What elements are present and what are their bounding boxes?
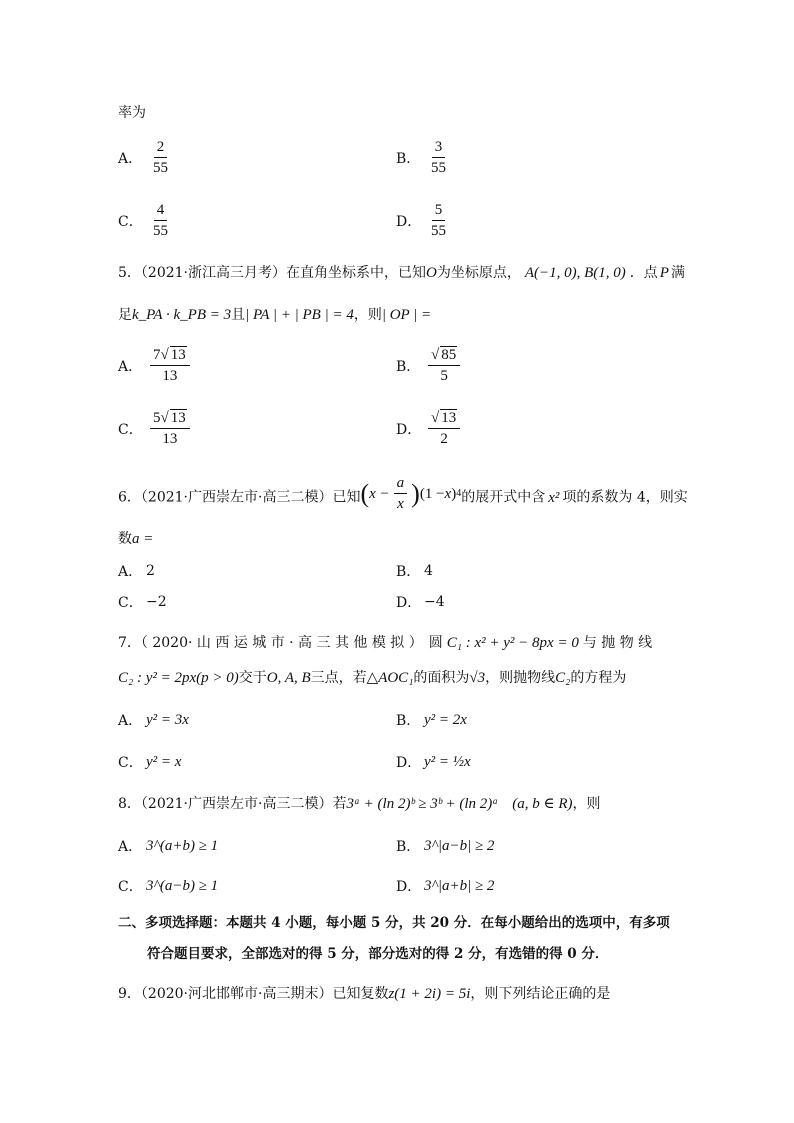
option-label: D． (396, 879, 422, 895)
stem-text: 足 (118, 307, 132, 323)
question-number: 9． (118, 986, 141, 1002)
q4-option-d[interactable] (396, 201, 453, 240)
q4-tail (118, 103, 146, 123)
math-inline: O, A, B (266, 670, 311, 686)
binomial-expression: ( x − $\frac{a}{x}$ ) (1 − x ) 4 (360, 475, 462, 512)
fraction: $\frac{3}{55}$ (431, 139, 446, 176)
option-label: C． (118, 213, 143, 230)
math-inline: x² (548, 489, 560, 506)
q4-tail-text: 率为 (118, 105, 146, 121)
q7-option-b[interactable] (396, 710, 467, 730)
stem-text: ，则 (572, 796, 601, 812)
option-label: D． (396, 595, 422, 611)
option-label: A． (118, 358, 143, 375)
stem-text: 已知 (332, 489, 361, 506)
option-value: −4 (424, 594, 445, 610)
math-inline: 3ᵃ + (ln 2)ᵇ ≥ 3ᵇ + (ln 2)ᵃ (346, 796, 499, 812)
q7-option-d[interactable] (396, 752, 471, 772)
q7-stem-line1 (118, 633, 652, 653)
stem-text: 且 (231, 307, 246, 323)
q4-option-a[interactable] (118, 138, 175, 177)
fraction: $\frac{5}{55}$ (431, 202, 446, 239)
math-inline: z(1 + 2i) = 5i (388, 986, 471, 1002)
question-number: 7． (118, 635, 141, 651)
q6-option-a[interactable] (118, 561, 155, 581)
option-value: 3^|a+b| ≥ 2 (424, 877, 495, 894)
q6-stem-line2 (118, 529, 153, 549)
stem-text: ，则下列结论正确的是 (470, 986, 611, 1002)
q6-option-c[interactable] (118, 592, 167, 612)
q9-stem (118, 984, 610, 1004)
option-label: A． (118, 713, 143, 729)
option-value: 3^(a−b) ≥ 1 (146, 877, 219, 894)
fraction: $\frac{√ 85}{5}$ (428, 346, 460, 385)
q7-stem-line2 (118, 668, 626, 688)
stem-text: 数 (118, 531, 132, 547)
stem-text: 项的系数为 4，则实 (562, 489, 688, 506)
q5-option-a[interactable] (118, 346, 194, 385)
option-value: 3^|a−b| ≥ 2 (424, 837, 495, 854)
fraction: $\frac{2}{55}$ (153, 139, 168, 176)
q5-option-d[interactable] (396, 409, 464, 448)
q8-stem (118, 794, 601, 814)
option-label: B． (396, 713, 421, 729)
stem-text: 三点，若 (310, 670, 367, 686)
math-inline: a = (132, 531, 154, 547)
stem-text: 为坐标原点， (436, 265, 521, 281)
stem-text: 在直角坐标系中，已知 (286, 265, 427, 281)
option-label: C． (118, 879, 143, 895)
option-label: A． (118, 150, 143, 167)
option-label: C． (118, 421, 143, 438)
option-value: y² = 3x (146, 711, 189, 728)
q5-option-b[interactable] (396, 346, 464, 385)
option-label: D． (396, 213, 422, 230)
option-value: y² = 2x (424, 711, 467, 728)
math-inline: C₂ : y² = 2px(p > 0) (118, 670, 239, 686)
option-label: C． (118, 595, 143, 611)
q7-option-c[interactable] (118, 752, 181, 772)
q4-option-b[interactable] (396, 138, 453, 177)
stem-text: 圆 (428, 635, 443, 651)
q8-option-a[interactable] (118, 836, 218, 856)
question-source: （2021·广西崇左市·高三二模） (140, 796, 333, 812)
question-source: （ 2020· 山 西 运 城 市 · 高 三 其 他 模 拟 ） (140, 635, 423, 651)
q8-option-b[interactable] (396, 836, 494, 856)
question-number: 8． (118, 796, 141, 812)
q8-option-c[interactable] (118, 876, 218, 896)
q5-option-c[interactable] (118, 409, 194, 448)
fraction: $\frac{7√ 13}{13}$ (150, 346, 190, 385)
option-label: A． (118, 839, 143, 855)
stem-text: 已知复数 (332, 986, 389, 1002)
option-label: A． (118, 564, 143, 580)
stem-text: 交于 (238, 670, 267, 686)
q4-option-c[interactable] (118, 201, 175, 240)
q7-option-a[interactable] (118, 710, 189, 730)
stem-text: 的方程为 (570, 670, 627, 686)
question-number: 6． (118, 489, 141, 506)
math-inline: √3 (469, 670, 486, 686)
question-source: （2020·河北邯郸市·高三期末） (140, 986, 333, 1002)
stem-text: 的面积为 (413, 670, 470, 686)
section-instructions: 符合题目要求，全部选对的得 5 分，部分选对的得 2 分，有选错的得 0 分． (147, 946, 609, 962)
section-heading: 二、多项选择题：本题共 4 小题，每小题 5 分，共 20 分．在每小题给出的选项中，有多项 (118, 915, 670, 931)
q6-stem-line1 (118, 474, 688, 510)
question-number: 5． (118, 265, 141, 281)
math-inline: k_PA · k_PB = 3 (132, 307, 232, 323)
option-label: D． (396, 755, 422, 771)
stem-text: ．点 (629, 265, 658, 281)
math-inline: C₂ (555, 670, 571, 686)
option-value: 3^(a+b) ≥ 1 (146, 837, 219, 854)
option-value: y² = x (146, 753, 182, 770)
option-label: D． (396, 421, 422, 438)
math-inline: O (426, 265, 437, 281)
option-value: 2 (146, 563, 155, 579)
option-label: B． (396, 564, 421, 580)
math-inline: C₁ : x² + y² − 8px = 0 (446, 635, 579, 651)
q6-option-d[interactable] (396, 592, 445, 612)
fraction: $\frac{√ 13}{2}$ (428, 409, 460, 448)
option-label: B． (396, 150, 421, 167)
question-source: （2021·广西崇左市·高三二模） (140, 489, 333, 506)
stem-text: ，则 (353, 307, 382, 323)
math-inline: | OP | = (381, 307, 432, 323)
option-label: B． (396, 839, 421, 855)
math-inline: | PA | + | PB | = 4 (245, 307, 354, 323)
q8-option-d[interactable] (396, 876, 494, 896)
q5-stem-line1 (118, 263, 685, 283)
stem-text: ，则抛物线 (485, 670, 556, 686)
q6-option-b[interactable] (396, 561, 433, 581)
option-value: −2 (146, 594, 167, 610)
option-value: 4 (424, 563, 433, 579)
math-inline: A(−1, 0), B(1, 0) (524, 265, 626, 281)
fraction: $\frac{4}{55}$ (153, 202, 168, 239)
option-label: C． (118, 755, 143, 771)
option-label: B． (396, 358, 421, 375)
stem-text: 若 (332, 796, 347, 812)
option-value: y² = ½x (424, 753, 471, 770)
q5-stem-line2 (118, 305, 431, 325)
stem-text: 满 (670, 265, 685, 281)
fraction: $\frac{5√ 13}{13}$ (150, 409, 190, 448)
math-inline: P (659, 265, 669, 281)
math-inline: (a, b ∈ R) (512, 796, 573, 812)
stem-text: 与 抛 物 线 (582, 635, 653, 651)
stem-text: 的展开式中含 (461, 489, 546, 506)
question-source: （2021·浙江高三月考） (140, 265, 287, 281)
math-inline: △AOC₁ (366, 670, 414, 686)
